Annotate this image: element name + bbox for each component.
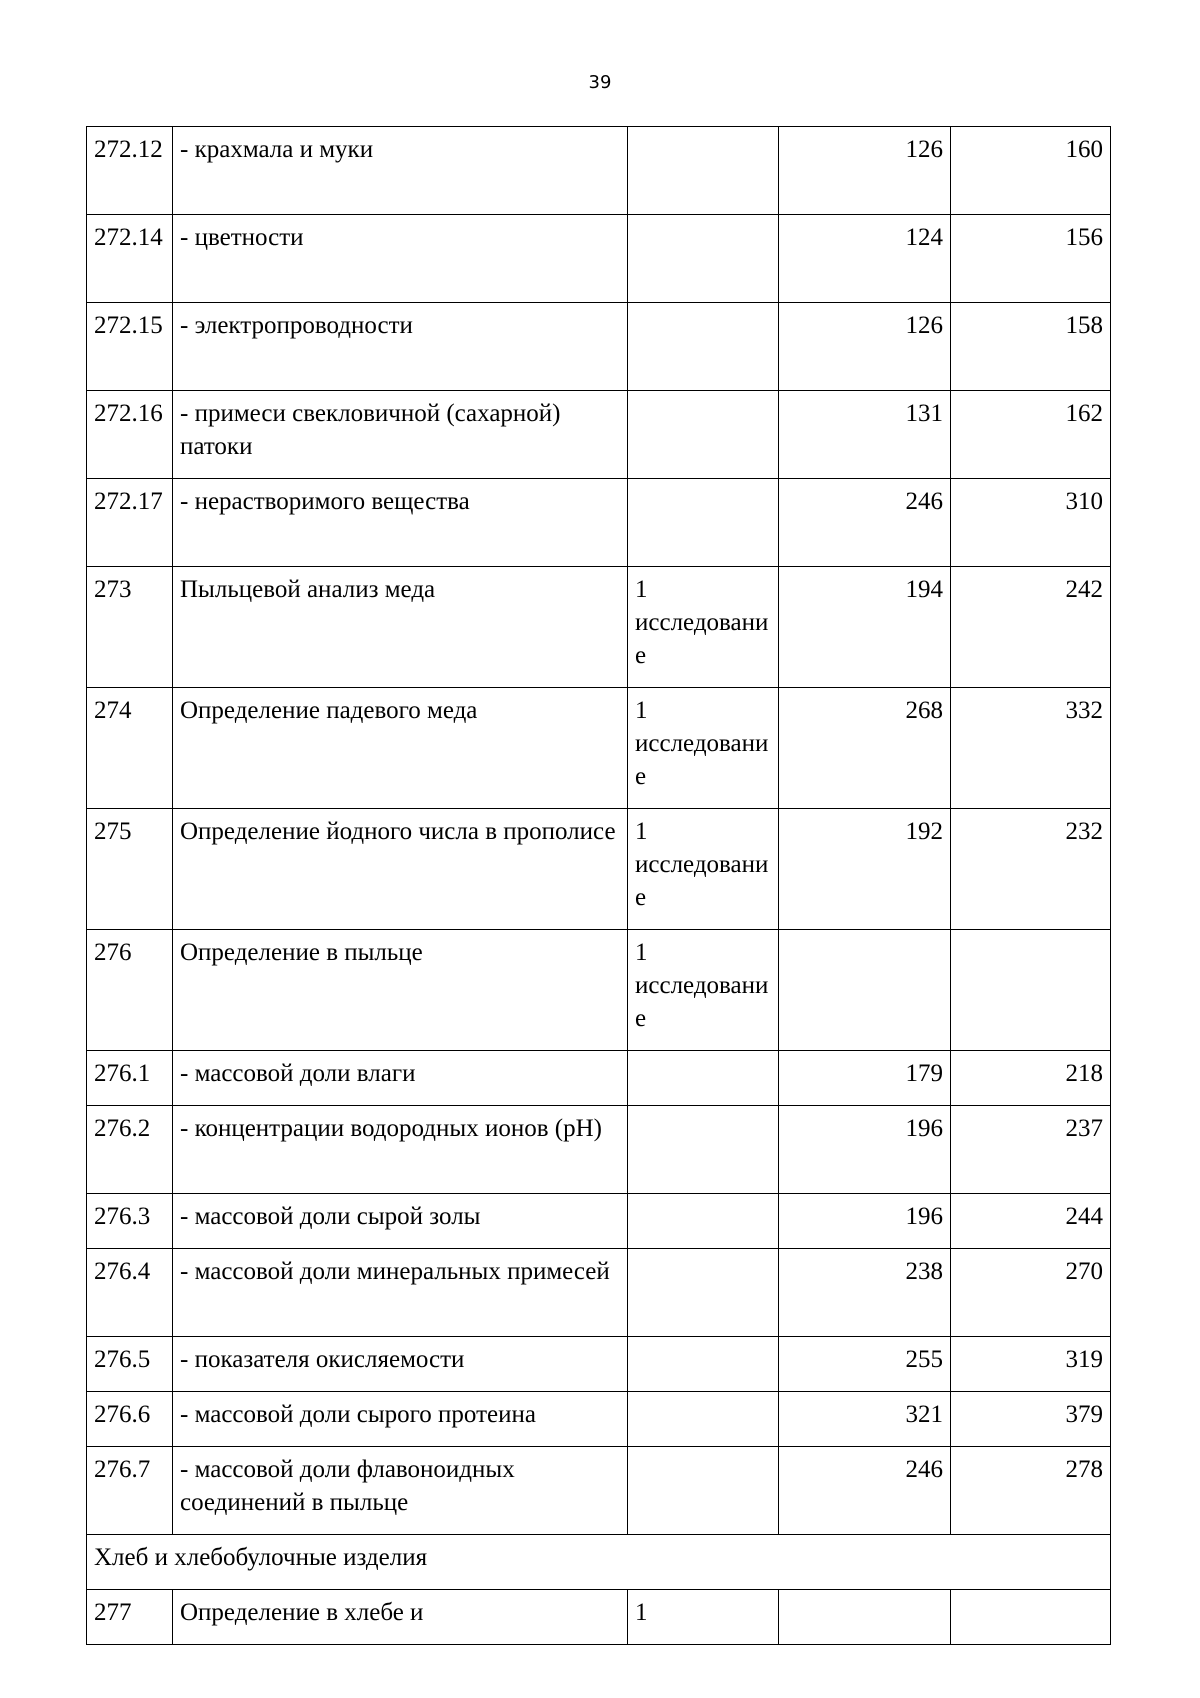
name-cell: Определение в пыльце [173,930,628,1051]
price2-cell: 310 [951,479,1111,567]
price1-cell: 192 [779,809,951,930]
code-cell: 272.15 [87,303,173,391]
code-cell: 275 [87,809,173,930]
price1-cell: 131 [779,391,951,479]
name-cell: - примеси свекловичной (сахарной) патоки [173,391,628,479]
code-cell: 276.6 [87,1392,173,1447]
price2-cell: 156 [951,215,1111,303]
code-cell: 272.12 [87,127,173,215]
unit-cell: 1 исследование [628,688,779,809]
price2-cell: 232 [951,809,1111,930]
price2-cell: 319 [951,1337,1111,1392]
unit-cell [628,1392,779,1447]
table-row [87,1194,1111,1249]
price2-cell: 278 [951,1447,1111,1535]
name-cell: Определение падевого меда [173,688,628,809]
table-row [87,1051,1111,1106]
name-cell: Определение йодного числа в прополисе [173,809,628,930]
table-row [87,303,1111,391]
section-row [87,1535,1111,1590]
table-row [87,1249,1111,1337]
unit-cell [628,1249,779,1337]
unit-cell [628,1447,779,1535]
price2-cell: 237 [951,1106,1111,1194]
price2-cell: 158 [951,303,1111,391]
section-title: Хлеб и хлебобулочные изделия [87,1535,1111,1590]
price1-cell [779,1590,951,1645]
price2-cell [951,930,1111,1051]
table-row [87,127,1111,215]
price2-cell: 218 [951,1051,1111,1106]
code-cell: 273 [87,567,173,688]
name-cell: - нерастворимого вещества [173,479,628,567]
table-row [87,809,1111,930]
unit-cell [628,479,779,567]
price2-cell: 270 [951,1249,1111,1337]
table-row [87,930,1111,1051]
page-number: 39 [588,72,612,93]
code-cell: 276.1 [87,1051,173,1106]
name-cell: - показателя окисляемости [173,1337,628,1392]
code-cell: 276.4 [87,1249,173,1337]
table-row [87,1106,1111,1194]
price1-cell: 179 [779,1051,951,1106]
table-row [87,391,1111,479]
name-cell: - крахмала и муки [173,127,628,215]
price2-cell [951,1590,1111,1645]
unit-cell: 1 исследование [628,809,779,930]
unit-cell [628,1106,779,1194]
unit-cell [628,127,779,215]
price2-cell: 379 [951,1392,1111,1447]
name-cell: - концентрации водородных ионов (pH) [173,1106,628,1194]
unit-cell: 1 исследование [628,567,779,688]
table-row [87,479,1111,567]
unit-cell [628,215,779,303]
price1-cell: 246 [779,1447,951,1535]
price1-cell: 238 [779,1249,951,1337]
unit-cell: 1 [628,1590,779,1645]
unit-cell [628,391,779,479]
price1-cell: 196 [779,1194,951,1249]
price1-cell: 268 [779,688,951,809]
name-cell: - массовой доли минеральных примесей [173,1249,628,1337]
name-cell: - электропроводности [173,303,628,391]
unit-cell [628,303,779,391]
code-cell: 274 [87,688,173,809]
price1-cell: 246 [779,479,951,567]
unit-cell [628,1194,779,1249]
price2-cell: 160 [951,127,1111,215]
code-cell: 277 [87,1590,173,1645]
price1-cell: 124 [779,215,951,303]
price2-cell: 242 [951,567,1111,688]
unit-cell: 1 исследование [628,930,779,1051]
price2-cell: 244 [951,1194,1111,1249]
price-table [86,126,1111,1645]
name-cell: - массовой доли сырого протеина [173,1392,628,1447]
name-cell: - массовой доли влаги [173,1051,628,1106]
table-row [87,1392,1111,1447]
table-row [87,1447,1111,1535]
price1-cell: 196 [779,1106,951,1194]
code-cell: 272.17 [87,479,173,567]
price2-cell: 162 [951,391,1111,479]
code-cell: 276.7 [87,1447,173,1535]
table-row [87,567,1111,688]
name-cell: Пыльцевой анализ меда [173,567,628,688]
price1-cell: 126 [779,127,951,215]
code-cell: 276.2 [87,1106,173,1194]
price1-cell: 321 [779,1392,951,1447]
price1-cell: 255 [779,1337,951,1392]
table-row [87,1590,1111,1645]
name-cell: Определение в хлебе и [173,1590,628,1645]
name-cell: - цветности [173,215,628,303]
code-cell: 276.5 [87,1337,173,1392]
unit-cell [628,1337,779,1392]
unit-cell [628,1051,779,1106]
price1-cell: 194 [779,567,951,688]
price2-cell: 332 [951,688,1111,809]
table-row [87,1337,1111,1392]
code-cell: 276 [87,930,173,1051]
code-cell: 276.3 [87,1194,173,1249]
name-cell: - массовой доли флавоноидных соединений в пыльце [173,1447,628,1535]
code-cell: 272.14 [87,215,173,303]
table-row [87,215,1111,303]
table-row [87,688,1111,809]
code-cell: 272.16 [87,391,173,479]
name-cell: - массовой доли сырой золы [173,1194,628,1249]
price1-cell: 126 [779,303,951,391]
price1-cell [779,930,951,1051]
